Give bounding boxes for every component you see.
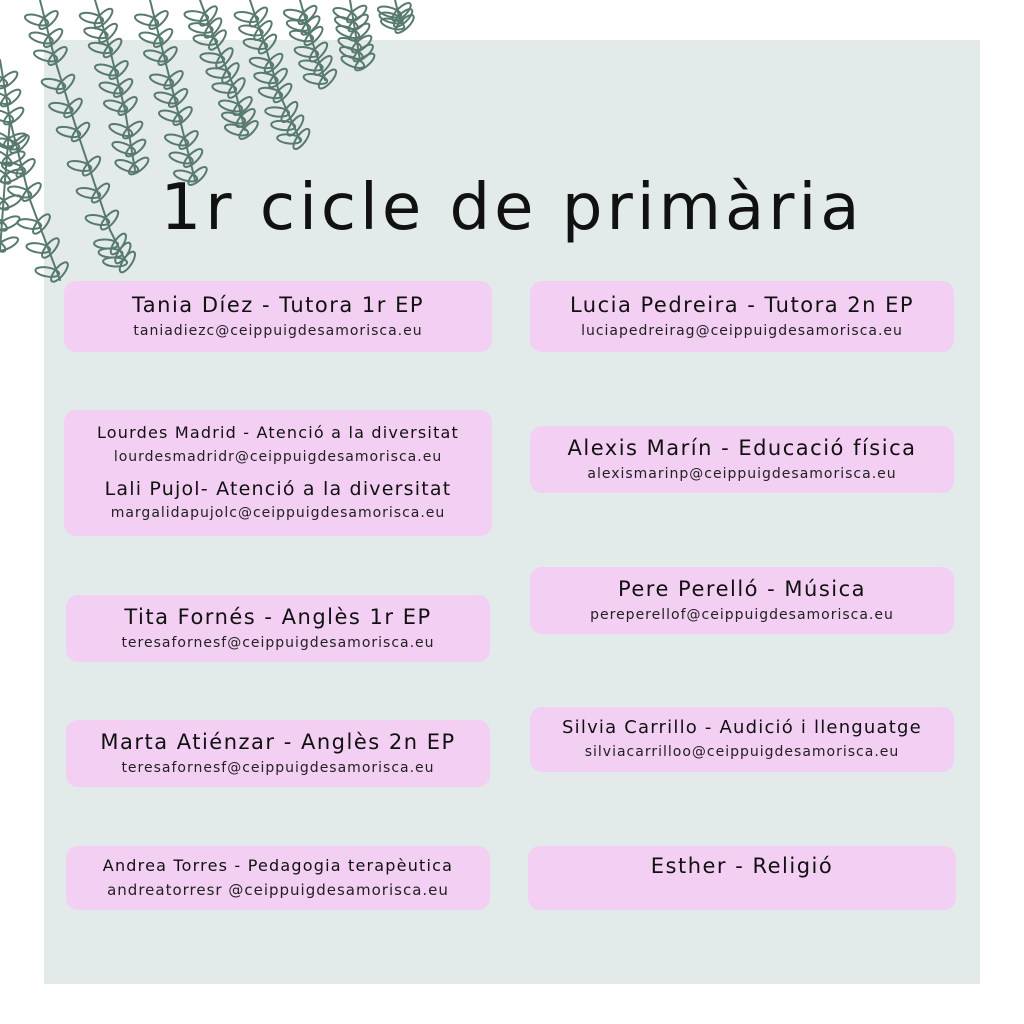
leaf xyxy=(121,119,145,141)
staff-name: Silvia Carrillo - Audició i llenguatge xyxy=(562,716,922,738)
leaf xyxy=(46,44,70,67)
leaf xyxy=(37,8,61,31)
staff-card-silvia xyxy=(530,707,954,772)
leaf xyxy=(181,146,205,169)
leaf xyxy=(33,48,59,63)
leaf xyxy=(151,26,175,49)
staff-email: teresafornesf@ceippuigdesamorisca.eu xyxy=(121,634,435,651)
leaf xyxy=(164,132,190,147)
staff-name: Alexis Marín - Educació física xyxy=(567,435,917,460)
leaf xyxy=(253,71,278,85)
leaf xyxy=(107,58,131,81)
leaf xyxy=(41,26,65,49)
leaf xyxy=(98,80,124,95)
leaf xyxy=(2,105,26,127)
leaf xyxy=(249,56,274,70)
leaf xyxy=(134,12,160,27)
leaf xyxy=(149,72,175,87)
leaf xyxy=(94,62,120,77)
staff-card-tania xyxy=(64,281,492,352)
leaf xyxy=(103,98,129,113)
leaf xyxy=(83,26,108,40)
leaf xyxy=(111,140,137,157)
leaf xyxy=(168,150,194,165)
staff-card-marta xyxy=(66,720,490,787)
leaf xyxy=(171,104,195,127)
staff-email: pereperellof@ceippuigdesamorisca.eu xyxy=(590,606,894,623)
staff-card-andrea xyxy=(66,846,490,910)
leaf xyxy=(111,76,135,99)
staff-card-lucia xyxy=(530,281,954,352)
staff-name: Tania Díez - Tutora 1r EP xyxy=(131,292,425,317)
leaf xyxy=(166,86,190,109)
leaf xyxy=(124,137,148,159)
leaf xyxy=(0,87,23,109)
staff-card-alexis xyxy=(530,426,954,493)
staff-email: taniadiezc@ceippuigdesamorisca.eu xyxy=(133,322,423,339)
staff-name: Esther - Religió xyxy=(650,854,834,878)
staff-name: Pere Perelló - Música xyxy=(617,576,867,601)
leaf xyxy=(116,94,140,117)
leaf xyxy=(79,11,104,25)
leaf xyxy=(108,122,134,139)
leaf xyxy=(156,44,180,67)
staff-email: teresafornesf@ceippuigdesamorisca.eu xyxy=(121,759,435,776)
staff-email: alexismarinp@ceippuigdesamorisca.eu xyxy=(587,465,897,482)
leaf xyxy=(147,8,171,31)
leaf xyxy=(143,48,169,63)
leaf xyxy=(88,41,113,55)
leaf xyxy=(28,30,54,45)
staff-name: Tita Fornés - Anglès 1r EP xyxy=(124,604,432,629)
staff-name: Lourdes Madrid - Atenció a la diversitat xyxy=(96,423,460,442)
staff-card-pere xyxy=(530,567,954,634)
leaf xyxy=(177,128,201,151)
leaf xyxy=(218,98,244,113)
staff-card-diversitat xyxy=(64,410,492,536)
staff-email: margalidapujolc@ceippuigdesamorisca.eu xyxy=(110,505,446,521)
staff-email: silviacarrilloo@ceippuigdesamorisca.eu xyxy=(584,743,900,760)
leaf xyxy=(153,90,179,105)
staff-name: Marta Atiénzar - Anglès 2n EP xyxy=(100,729,456,754)
staff-name: Andrea Torres - Pedagogia terapèutica xyxy=(102,856,454,875)
leaf xyxy=(162,68,186,91)
staff-card-tita xyxy=(66,595,490,662)
leaf xyxy=(158,108,184,123)
staff-email: luciapedreirag@ceippuigdesamorisca.eu xyxy=(581,322,903,339)
leaf xyxy=(24,12,50,27)
page-title: 1r cicle de primària xyxy=(160,171,864,245)
staff-name: Lucia Pedreira - Tutora 2n EP xyxy=(569,292,915,317)
leaf xyxy=(258,86,283,100)
leaf xyxy=(138,30,164,45)
staff-card-esther xyxy=(528,846,956,910)
staff-email: lourdesmadridr@ceippuigdesamorisca.eu xyxy=(113,449,443,465)
staff-email: andreatorresr @ceippuigdesamorisca.eu xyxy=(107,881,449,899)
staff-name: Lali Pujol- Atenció a la diversitat xyxy=(104,478,452,500)
